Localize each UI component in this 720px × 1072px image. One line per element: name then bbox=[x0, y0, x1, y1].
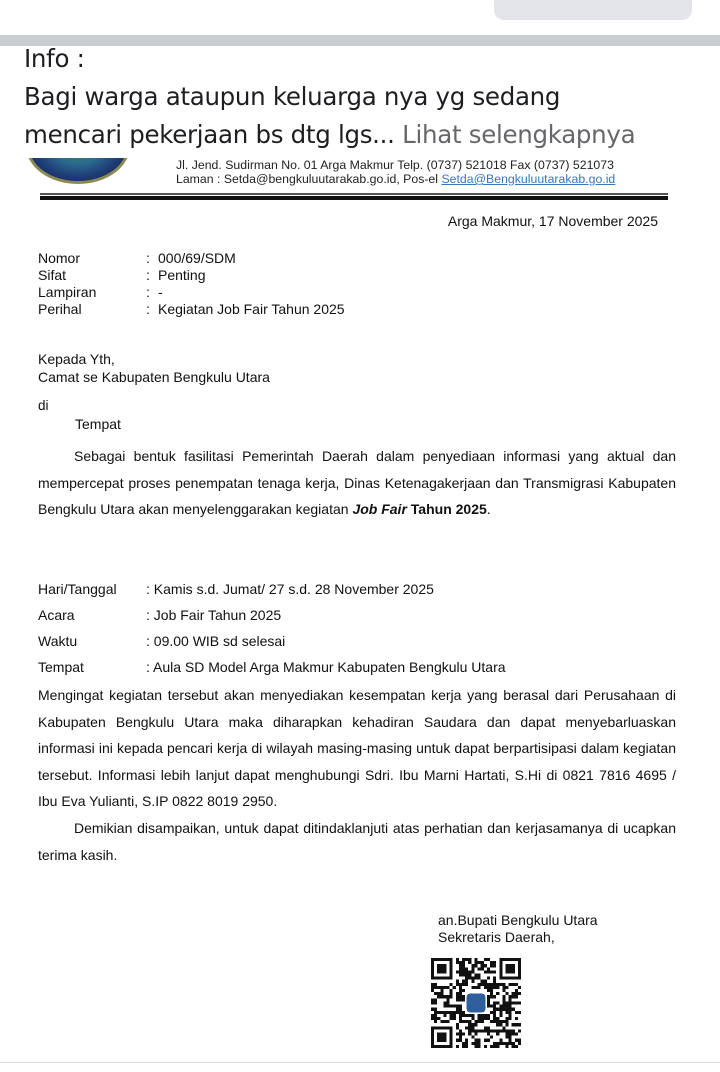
meta-label: Lampiran bbox=[38, 284, 97, 300]
meta-colon: : bbox=[146, 267, 150, 283]
post-caption-truncated: mencari pekerjaan bs dtg lgs... bbox=[24, 120, 395, 149]
signature-block bbox=[438, 912, 598, 946]
addressee-di: di bbox=[38, 398, 49, 413]
qr-code-icon bbox=[431, 958, 521, 1048]
meta-label: Sifat bbox=[38, 267, 67, 283]
paragraph-intro-text: Sebagai bentuk fasilitasi Pemerintah Daerah dalam penyediaan informasi yang aktual dan mempercepat proses penempatan tenaga kerja, Dinas Ketenagakerjaan dan Transmigrasi Kabupaten Bengkulu Utara akan menyelenggarakan kegiatan bbox=[38, 448, 676, 517]
paragraph-intro-bold: Tahun 2025 bbox=[406, 501, 487, 517]
post-caption-line-1: Info : bbox=[24, 44, 85, 73]
meta-row-lampiran bbox=[38, 284, 345, 301]
bottom-divider bbox=[0, 1062, 720, 1063]
detail-value: : 09.00 WIB sd selesai bbox=[146, 633, 286, 649]
meta-value: 000/69/SDM bbox=[158, 250, 236, 266]
letterhead-website bbox=[176, 172, 615, 186]
detail-label: Tempat bbox=[38, 659, 84, 675]
see-more-link[interactable]: Lihat selengkapnya bbox=[402, 120, 636, 149]
signature-line-2: Sekretaris Daerah, bbox=[438, 929, 555, 945]
letterhead-email-link[interactable]: Setda@Bengkuluutarakab.go.id bbox=[441, 172, 616, 186]
detail-value: : Aula SD Model Arga Makmur Kabupaten Bengkulu Utara bbox=[146, 659, 506, 675]
detail-row-event bbox=[38, 602, 506, 628]
paragraph-intro-emphasis: Job Fair bbox=[352, 501, 407, 517]
addressee-recipient: Camat se Kabupaten Bengkulu Utara bbox=[38, 369, 270, 385]
detail-label: Waktu bbox=[38, 633, 78, 649]
detail-label: Hari/Tanggal bbox=[38, 581, 117, 597]
meta-row-perihal bbox=[38, 301, 345, 318]
signature-line-1: an.Bupati Bengkulu Utara bbox=[438, 912, 598, 928]
qr-center-logo-icon bbox=[467, 994, 486, 1013]
top-action-chip[interactable] bbox=[494, 0, 692, 20]
paragraph-intro bbox=[38, 443, 676, 523]
meta-value: - bbox=[158, 284, 163, 300]
meta-row-sifat bbox=[38, 267, 345, 284]
letterhead-site-text: Laman : Setda@bengkuluutarakab.go.id, Pos-el bbox=[176, 172, 439, 186]
post-caption-line-2: Bagi warga ataupun keluarga nya yg sedang bbox=[24, 82, 561, 111]
post-caption-line-3 bbox=[24, 116, 714, 154]
letter-image[interactable] bbox=[0, 158, 720, 1062]
paragraph-body: Mengingat kegiatan tersebut akan menyediakan kesempatan kerja yang berasal dari Perusahaan di Kabupaten Bengkulu Utara maka diharapkan kehadiran Saudara dan dapat menyebarluaskan informasi ini kepada pencari kerja di wilayah masing-masing untuk dapat berpartisipasi dalam kegiatan tersebut. Informasi lebih lanjut dapat menghubungi Sdri. Ibu Marni Hartati, S.Hi di 0821 7816 4695 / Ibu Eva Yulianti, S.IP 0822 8019 2950. bbox=[38, 687, 676, 809]
meta-row-nomor bbox=[38, 250, 345, 267]
letterhead-rule-thin bbox=[40, 193, 668, 195]
meta-label: Nomor bbox=[38, 250, 81, 266]
paragraph-closing: Demikian disampaikan, untuk dapat ditindaklanjuti atas perhatian dan kerjasamanya di ucapkan terima kasih. bbox=[38, 820, 676, 863]
meta-colon: : bbox=[146, 301, 150, 317]
meta-colon: : bbox=[146, 284, 150, 300]
detail-row-venue bbox=[38, 654, 506, 680]
meta-label: Perihal bbox=[38, 301, 82, 317]
detail-row-date bbox=[38, 576, 506, 602]
regency-logo-icon bbox=[26, 158, 130, 184]
letter-meta bbox=[38, 250, 345, 318]
detail-value: : Kamis s.d. Jumat/ 27 s.d. 28 November 2025 bbox=[146, 581, 434, 597]
paragraph-intro-end: . bbox=[486, 501, 491, 517]
detail-label: Acara bbox=[38, 607, 75, 623]
place-date: Arga Makmur, 17 November 2025 bbox=[447, 213, 658, 229]
post-caption bbox=[24, 40, 714, 154]
letterhead-address: Jl. Jend. Sudirman No. 01 Arga Makmur Telp. (0737) 521018 Fax (0737) 521073 bbox=[176, 158, 614, 172]
addressee-place: Tempat bbox=[75, 416, 121, 432]
letterhead-rule-thick bbox=[40, 196, 668, 200]
addressee-salutation: Kepada Yth, bbox=[38, 351, 115, 367]
meta-colon: : bbox=[146, 250, 150, 266]
event-details bbox=[38, 576, 506, 680]
addressee bbox=[38, 350, 270, 386]
meta-value: Kegiatan Job Fair Tahun 2025 bbox=[158, 301, 345, 317]
meta-value: Penting bbox=[158, 267, 206, 283]
detail-row-time bbox=[38, 628, 506, 654]
detail-value: : Job Fair Tahun 2025 bbox=[146, 607, 282, 623]
